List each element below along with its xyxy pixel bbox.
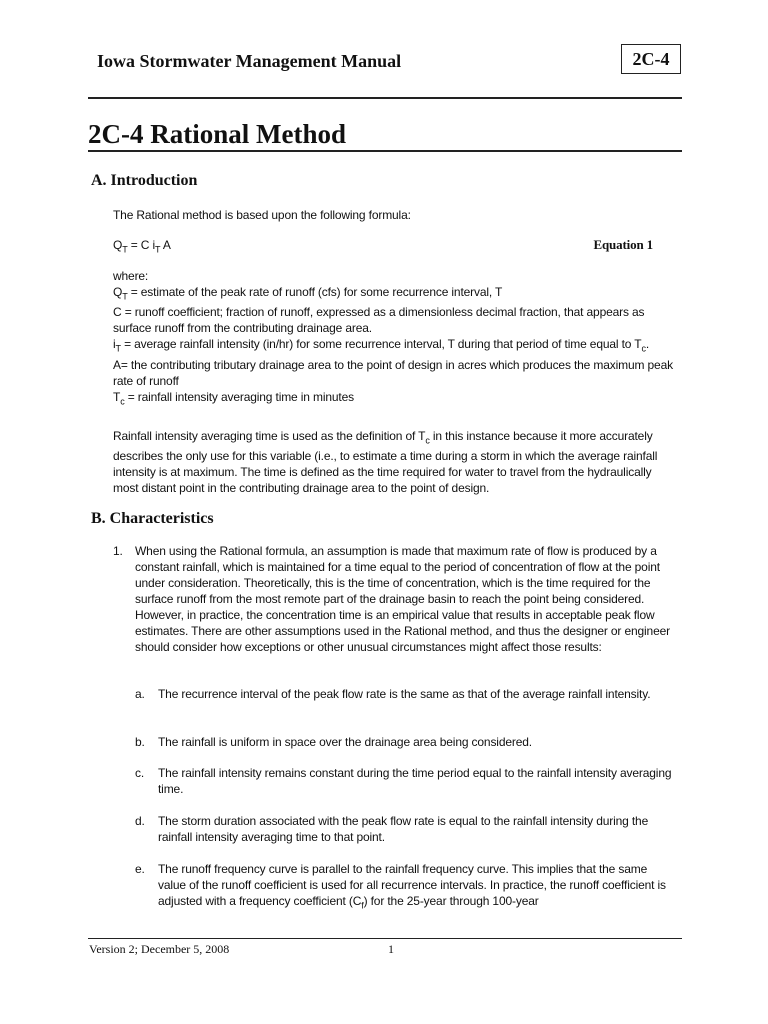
definition-it: $i_T$ = average rainfall intensity (in/hr) for some recurrence interval, T during that period of time equal to $T_c$. xyxy=(113,337,649,354)
equation-label: Equation 1 xyxy=(593,237,653,252)
definition-c: C = runoff coefficient; fraction of runoff, expressed as a dimensionless decimal fraction, that appears as surface runoff from the contributing drainage area. xyxy=(113,305,645,336)
equation: $Q_T = C$ $i_T$ A xyxy=(113,238,171,255)
definition-tc: $T_c$ = rainfall intensity averaging time in minutes xyxy=(113,389,354,407)
where-label: where: xyxy=(113,269,149,283)
formula-intro: The Rational method is based upon the following formula: xyxy=(113,208,411,222)
sub-item-a: The recurrence interval of the peak flow rate is the same as that of the average rainfall intensity. xyxy=(158,687,651,701)
header-rule xyxy=(88,97,682,99)
page-title: 2C-4 Rational Method xyxy=(88,119,346,149)
definition-qt: $Q_T$ = estimate of the peak rate of runoff (cfs) for some recurrence interval, T xyxy=(113,285,503,302)
sub-letter-d: d. xyxy=(135,814,145,828)
sub-letter-c: c. xyxy=(135,766,145,780)
title-rule xyxy=(88,150,682,152)
section-heading-characteristics: B. Characteristics xyxy=(91,510,214,527)
list-number-1: 1. xyxy=(113,544,123,558)
section-code-box: 2C-4 xyxy=(621,44,681,74)
definitions-block xyxy=(113,268,673,409)
manual-title: Iowa Stormwater Management Manual xyxy=(97,51,402,71)
sub-item-c: The rainfall intensity remains constant during the time period equal to the rainfall intensity averaging time. xyxy=(158,766,672,796)
page-number: 1 xyxy=(388,942,394,956)
list-item-1: When using the Rational formula, an assumption is made that maximum rate of flow is produced by a constant rainfall, which is maintained for a time equal to the period of concentration of flow at the point under consideration. Theoretically, this is the time of concentration, which is the time required for the surface runoff from the most remote part of the drainage basin to reach the point being considered. However, in practice, the concentration time is an empirical value that results in acceptable peak flow estimates. There are other assumptions used in the Rational method, and thus the designer or engineer should consider how exceptions or other unusual circumstances might affect those results: xyxy=(135,544,670,654)
definition-a: A= the contributing tributary drainage area to the point of design in acres which produces the maximum peak rate of runoff xyxy=(113,357,673,388)
section-heading-introduction: A. Introduction xyxy=(91,172,198,189)
equation-row xyxy=(113,237,653,253)
footer-rule xyxy=(88,938,682,939)
sub-letter-b: b. xyxy=(135,735,145,749)
sub-letter-a: a. xyxy=(135,687,145,701)
footer-version: Version 2; December 5, 2008 xyxy=(89,942,230,956)
sub-item-d: The storm duration associated with the peak flow rate is equal to the rainfall intensity during the rainfall intensity averaging time to that point. xyxy=(158,814,649,844)
sub-item-b: The rainfall is uniform in space over the drainage area being considered. xyxy=(158,735,532,749)
intro-paragraph: Rainfall intensity averaging time is used as the definition of $T_c$ in this instance because it more accurately describes the only use for this variable (i.e., to estimate a time during a storm in which the average rainfall intensity is at maximum. The time is defined as the time required for water to travel from the hydraulically most distant point in the contributing drainage area to the point of design. xyxy=(113,429,658,496)
sub-item-e: The runoff frequency curve is parallel to the rainfall frequency curve. This implies that the same value of the runoff coefficient is used for all recurrence intervals. In practice, the runoff coefficient is adjusted with a frequency coefficient $(C_f)$ for the 25-year through 100-year xyxy=(158,862,666,911)
sub-letter-e: e. xyxy=(135,862,145,876)
